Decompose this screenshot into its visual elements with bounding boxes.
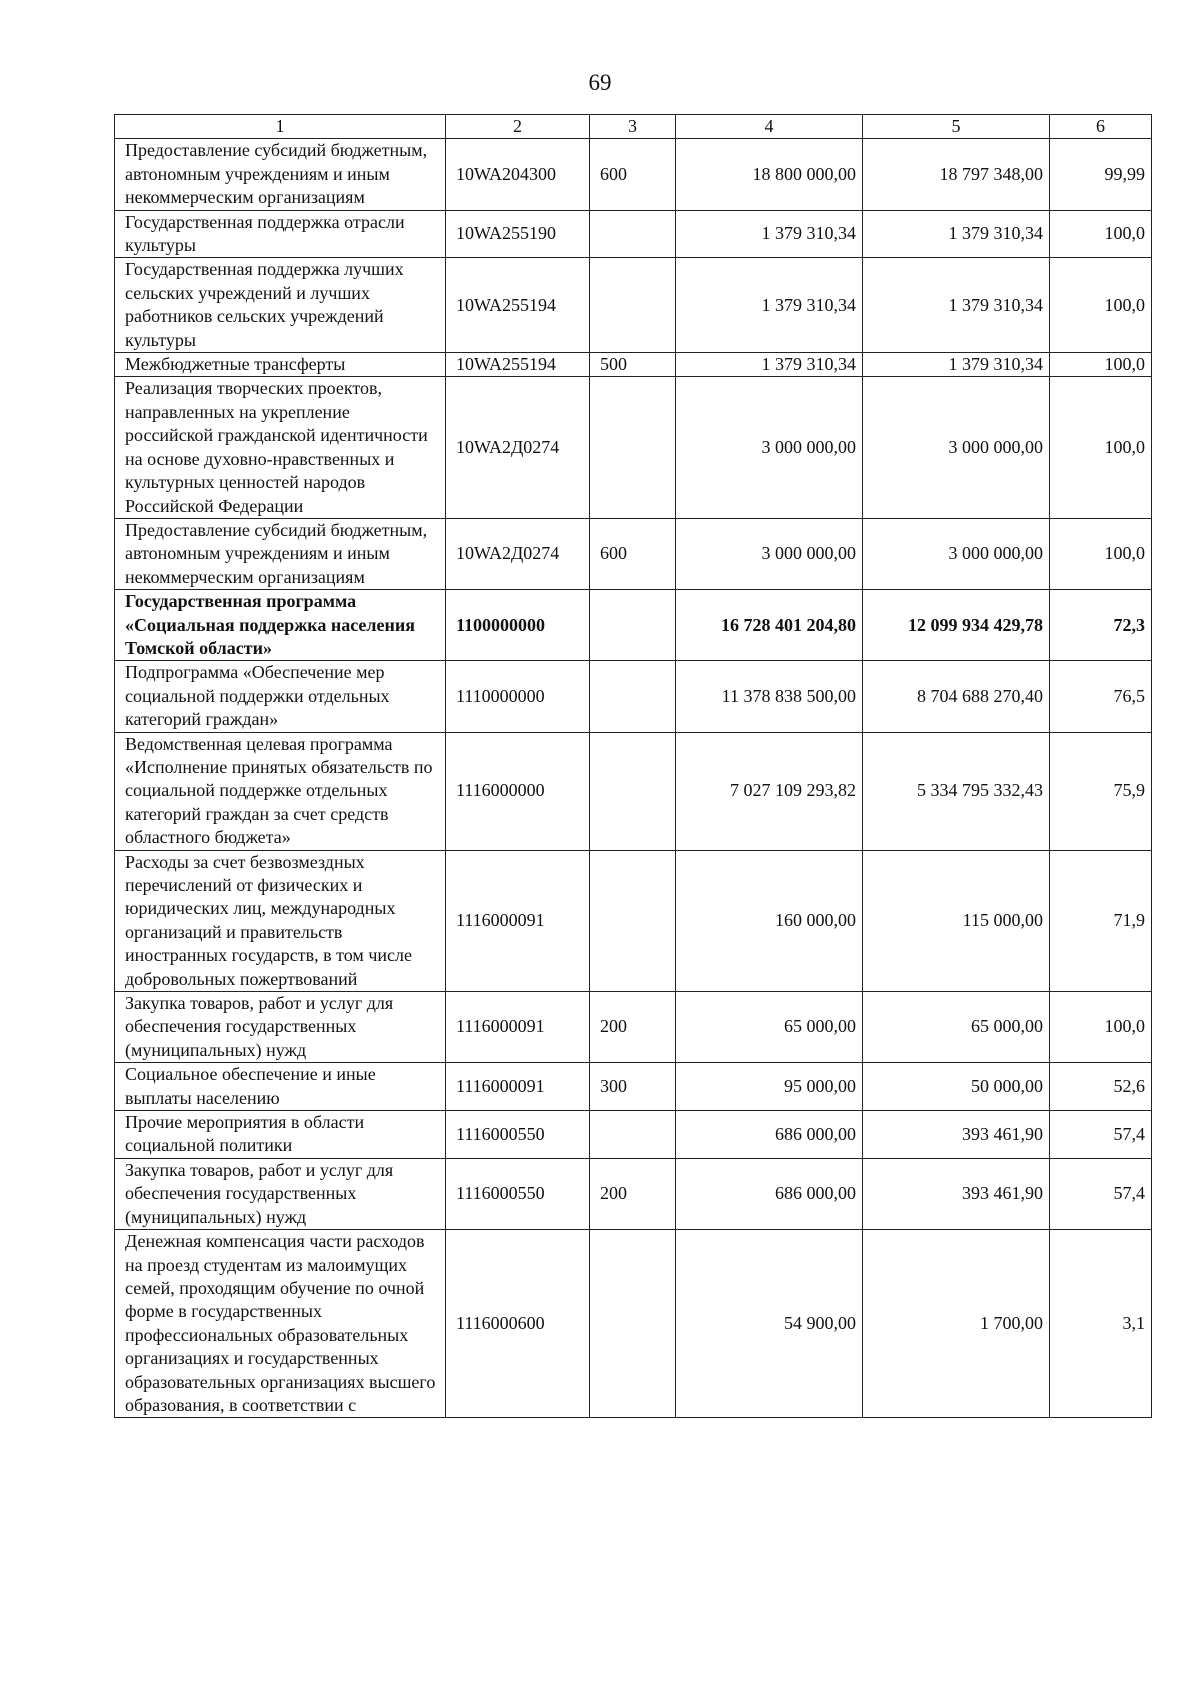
row-type [590, 661, 676, 732]
row-plan: 16 728 401 204,80 [676, 590, 863, 661]
row-name: Государственная поддержка отрасли культуры [115, 210, 446, 258]
row-percent: 99,99 [1050, 139, 1152, 210]
row-percent: 100,0 [1050, 377, 1152, 518]
row-plan: 160 000,00 [676, 850, 863, 991]
table-row [115, 377, 1152, 518]
row-name: Прочие мероприятия в области социальной политики [115, 1111, 446, 1159]
budget-table [114, 114, 1152, 1418]
row-plan: 1 379 310,34 [676, 210, 863, 258]
column-header: 6 [1050, 115, 1152, 139]
row-fact: 8 704 688 270,40 [863, 661, 1050, 732]
table-row [115, 210, 1152, 258]
row-plan: 18 800 000,00 [676, 139, 863, 210]
row-fact: 65 000,00 [863, 992, 1050, 1063]
row-fact: 18 797 348,00 [863, 139, 1050, 210]
table-header-row [115, 115, 1152, 139]
row-name: Подпрограмма «Обеспечение мер социальной поддержки отдельных категорий граждан» [115, 661, 446, 732]
row-code: 1116000600 [446, 1230, 590, 1418]
row-percent: 100,0 [1050, 258, 1152, 353]
row-name: Межбюджетные трансферты [115, 353, 446, 377]
row-percent: 100,0 [1050, 518, 1152, 589]
row-name: Государственная программа «Социальная поддержка населения Томской области» [115, 590, 446, 661]
row-plan: 95 000,00 [676, 1063, 863, 1111]
row-percent: 57,4 [1050, 1158, 1152, 1229]
row-code: 10WA2Д0274 [446, 377, 590, 518]
row-fact: 1 379 310,34 [863, 258, 1050, 353]
row-code: 10WA255190 [446, 210, 590, 258]
row-name: Реализация творческих проектов, направленных на укрепление российской гражданской идентичности на основе духовно-нравственных и культурных ценностей народов Российской Федерации [115, 377, 446, 518]
row-fact: 115 000,00 [863, 850, 1050, 991]
row-plan: 686 000,00 [676, 1111, 863, 1159]
row-type: 300 [590, 1063, 676, 1111]
table-row [115, 353, 1152, 377]
table-row [115, 139, 1152, 210]
row-plan: 686 000,00 [676, 1158, 863, 1229]
row-percent: 75,9 [1050, 732, 1152, 850]
row-plan: 54 900,00 [676, 1230, 863, 1418]
row-fact: 393 461,90 [863, 1158, 1050, 1229]
row-code: 10WA255194 [446, 353, 590, 377]
row-code: 1116000550 [446, 1111, 590, 1159]
row-type: 200 [590, 1158, 676, 1229]
row-percent: 100,0 [1050, 992, 1152, 1063]
row-name: Ведомственная целевая программа «Исполнение принятых обязательств по социальной поддержке отдельных категорий граждан за счет средств областного бюджета» [115, 732, 446, 850]
row-plan: 3 000 000,00 [676, 518, 863, 589]
column-header: 3 [590, 115, 676, 139]
table-row [115, 518, 1152, 589]
row-percent: 72,3 [1050, 590, 1152, 661]
row-type [590, 258, 676, 353]
row-name: Денежная компенсация части расходов на проезд студентам из малоимущих семей, проходящим обучение по очной форме в государственных профессиональных образовательных организациях и государственных образовательных организациях высшего образования, в соответствии с [115, 1230, 446, 1418]
row-percent: 3,1 [1050, 1230, 1152, 1418]
row-code: 10WA2Д0274 [446, 518, 590, 589]
table-row [115, 661, 1152, 732]
row-code: 1116000000 [446, 732, 590, 850]
page-number: 69 [588, 70, 612, 95]
row-type: 600 [590, 139, 676, 210]
table-row [115, 850, 1152, 991]
row-name: Расходы за счет безвозмездных перечислений от физических и юридических лиц, международных организаций и правительств иностранных государств, в том числе добровольных пожертвований [115, 850, 446, 991]
row-percent: 57,4 [1050, 1111, 1152, 1159]
row-fact: 12 099 934 429,78 [863, 590, 1050, 661]
row-plan: 3 000 000,00 [676, 377, 863, 518]
row-percent: 71,9 [1050, 850, 1152, 991]
row-type [590, 850, 676, 991]
table-row [115, 1063, 1152, 1111]
table-row [115, 1158, 1152, 1229]
row-plan: 7 027 109 293,82 [676, 732, 863, 850]
row-fact: 1 379 310,34 [863, 353, 1050, 377]
row-name: Предоставление субсидий бюджетным, автономным учреждениям и иным некоммерческим организациям [115, 518, 446, 589]
row-fact: 3 000 000,00 [863, 518, 1050, 589]
table-row-program [115, 590, 1152, 661]
table-row [115, 1111, 1152, 1159]
column-header: 2 [446, 115, 590, 139]
row-percent: 100,0 [1050, 353, 1152, 377]
row-plan: 11 378 838 500,00 [676, 661, 863, 732]
row-code: 1110000000 [446, 661, 590, 732]
row-name: Социальное обеспечение и иные выплаты населению [115, 1063, 446, 1111]
row-fact: 1 700,00 [863, 1230, 1050, 1418]
row-plan: 1 379 310,34 [676, 353, 863, 377]
row-code: 1116000091 [446, 850, 590, 991]
row-fact: 393 461,90 [863, 1111, 1050, 1159]
row-percent: 76,5 [1050, 661, 1152, 732]
row-percent: 100,0 [1050, 210, 1152, 258]
row-code: 1100000000 [446, 590, 590, 661]
column-header: 1 [115, 115, 446, 139]
row-type [590, 377, 676, 518]
row-code: 1116000550 [446, 1158, 590, 1229]
row-name: Предоставление субсидий бюджетным, автономным учреждениям и иным некоммерческим организациям [115, 139, 446, 210]
row-fact: 50 000,00 [863, 1063, 1050, 1111]
table-row [115, 1230, 1152, 1418]
row-type: 500 [590, 353, 676, 377]
row-name: Государственная поддержка лучших сельских учреждений и лучших работников сельских учреждений культуры [115, 258, 446, 353]
column-header: 5 [863, 115, 1050, 139]
row-percent: 52,6 [1050, 1063, 1152, 1111]
row-type: 200 [590, 992, 676, 1063]
table-row [115, 992, 1152, 1063]
row-type [590, 1111, 676, 1159]
row-code: 1116000091 [446, 992, 590, 1063]
row-fact: 1 379 310,34 [863, 210, 1050, 258]
row-code: 1116000091 [446, 1063, 590, 1111]
table-row [115, 732, 1152, 850]
row-type: 600 [590, 518, 676, 589]
table-row [115, 258, 1152, 353]
row-fact: 3 000 000,00 [863, 377, 1050, 518]
row-type [590, 1230, 676, 1418]
row-name: Закупка товаров, работ и услуг для обеспечения государственных (муниципальных) нужд [115, 1158, 446, 1229]
row-plan: 1 379 310,34 [676, 258, 863, 353]
column-header: 4 [676, 115, 863, 139]
row-code: 10WA255194 [446, 258, 590, 353]
row-type [590, 210, 676, 258]
row-type [590, 732, 676, 850]
row-type [590, 590, 676, 661]
row-fact: 5 334 795 332,43 [863, 732, 1050, 850]
row-plan: 65 000,00 [676, 992, 863, 1063]
row-name: Закупка товаров, работ и услуг для обеспечения государственных (муниципальных) нужд [115, 992, 446, 1063]
row-code: 10WA204300 [446, 139, 590, 210]
